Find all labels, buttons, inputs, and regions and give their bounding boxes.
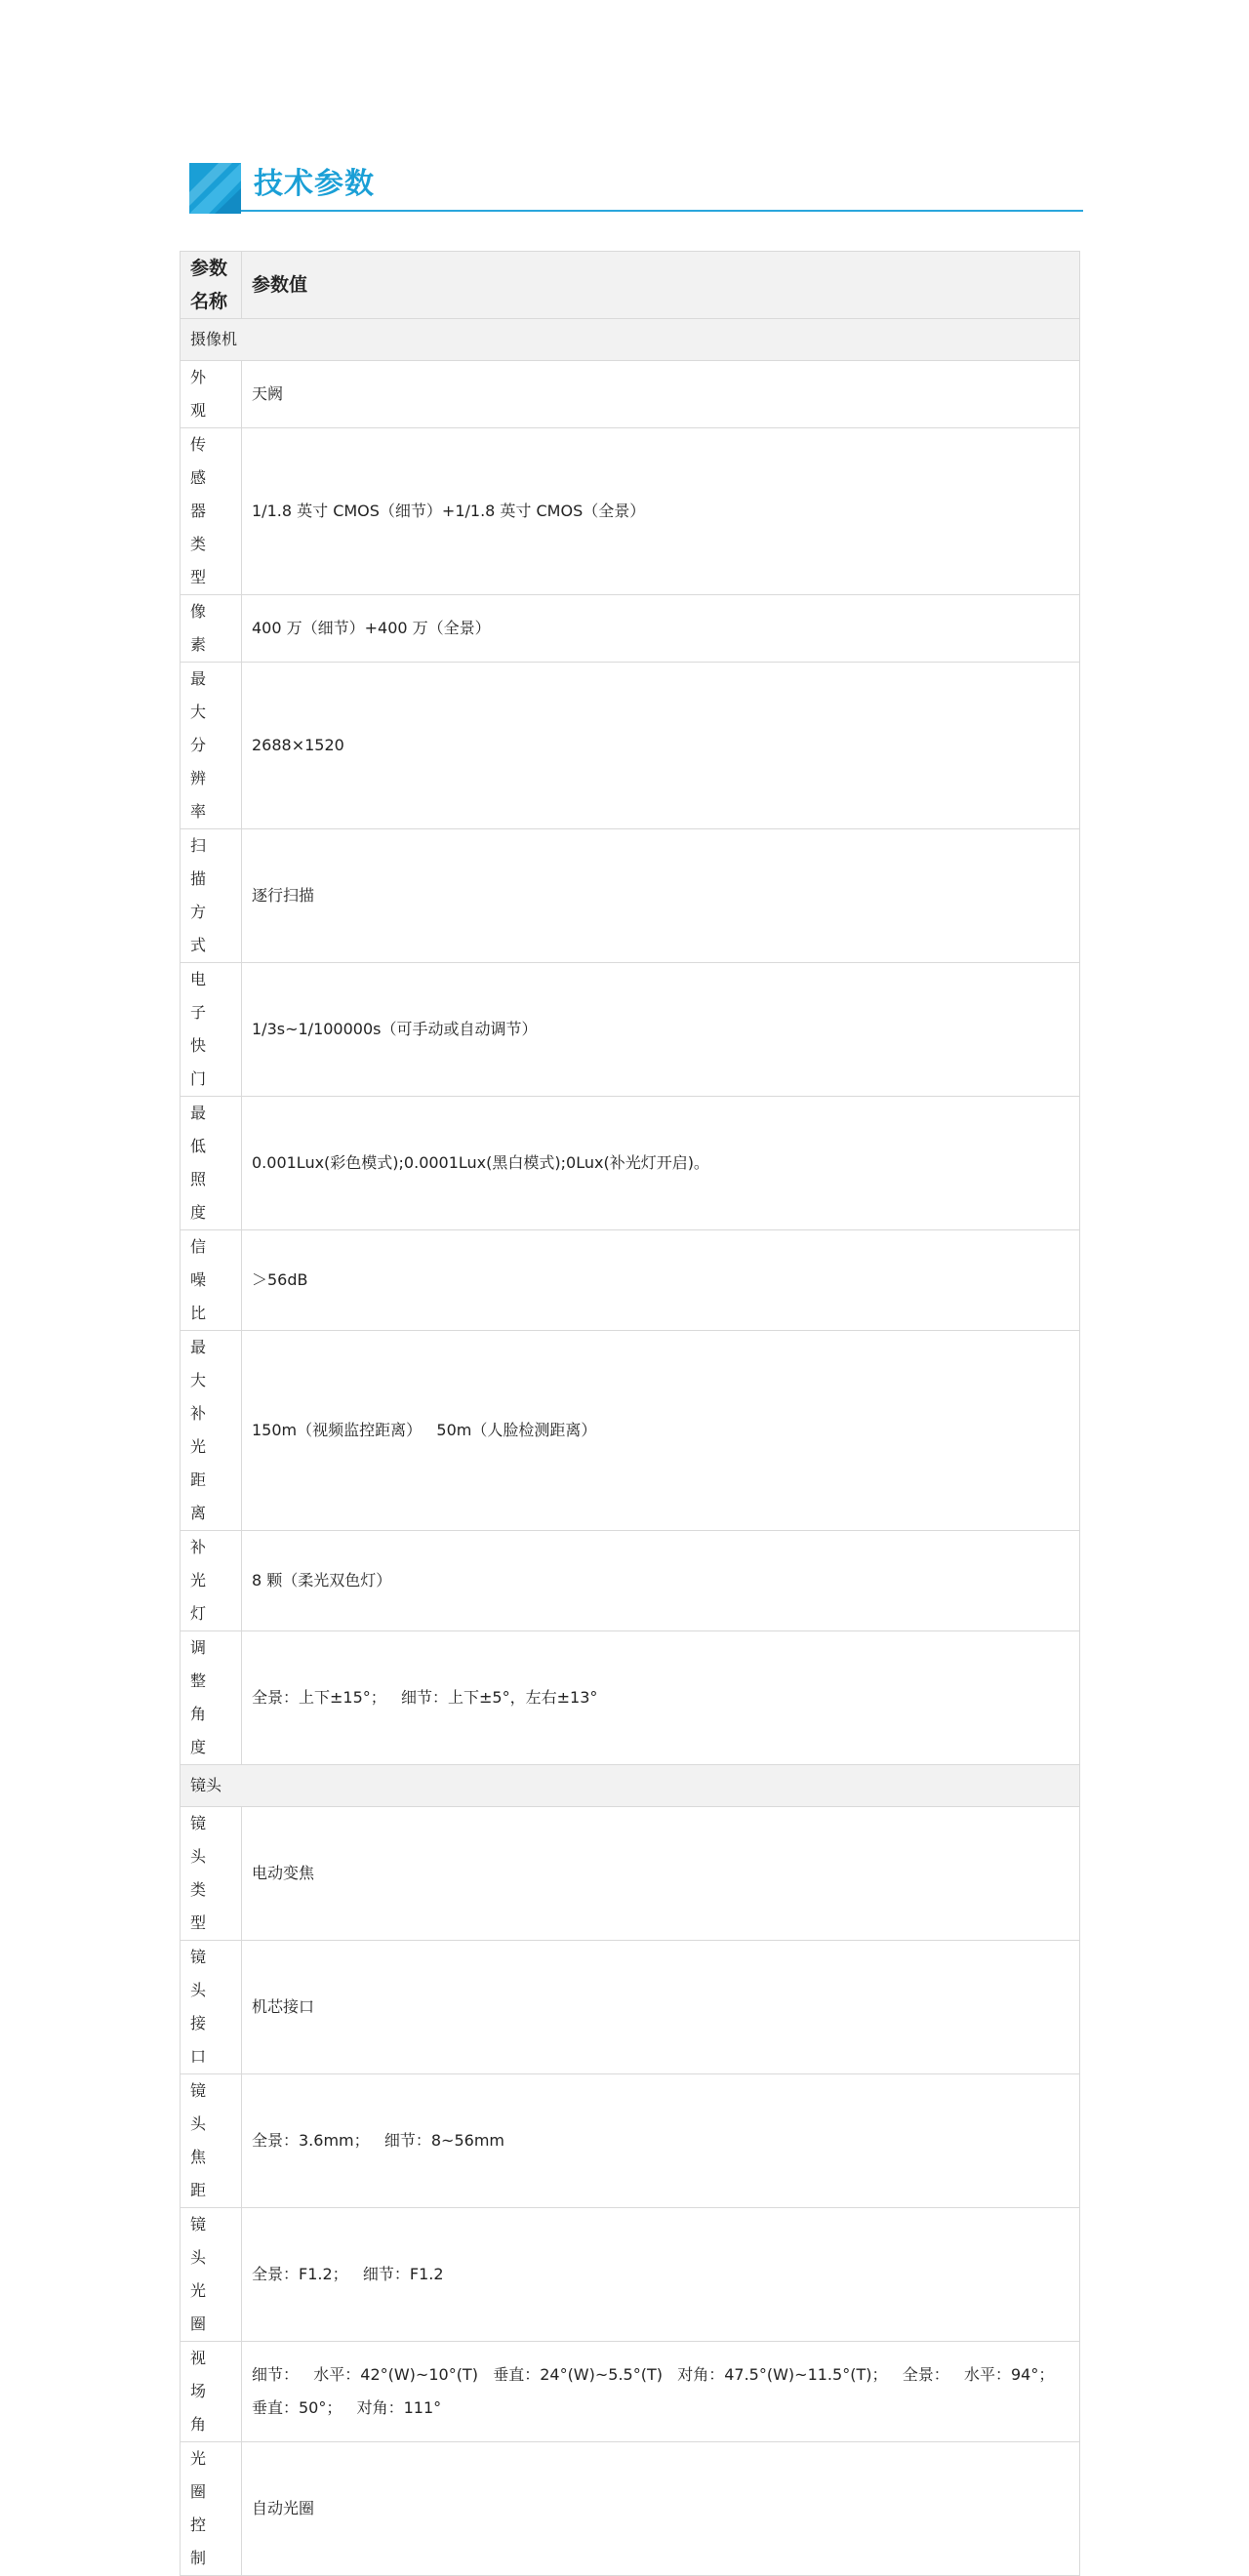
- param-value: 逐行扫描: [242, 829, 1080, 963]
- param-value: 1/1.8 英寸 CMOS（细节）+1/1.8 英寸 CMOS（全景）: [242, 428, 1080, 595]
- param-name: 信噪比: [181, 1230, 242, 1331]
- param-name: 外观: [181, 361, 242, 428]
- param-value: 1/3s~1/100000s（可手动或自动调节）: [242, 963, 1080, 1097]
- heading-underline: [241, 210, 1083, 212]
- param-value: 0.001Lux(彩色模式);0.0001Lux(黑白模式);0Lux(补光灯开启)。: [242, 1097, 1080, 1230]
- table-row: [181, 1331, 1080, 1531]
- heading-logo-icon: [189, 163, 241, 214]
- table-row: [181, 1807, 1080, 1941]
- table-row: [181, 829, 1080, 963]
- table-row: [181, 361, 1080, 428]
- table-row: [181, 1230, 1080, 1331]
- param-name: 调整角度: [181, 1631, 242, 1765]
- param-value: 电动变焦: [242, 1807, 1080, 1941]
- param-value: 自动光圈: [242, 2442, 1080, 2576]
- spec-table: [180, 251, 1080, 2576]
- param-value: 150m（视频监控距离） 50m（人脸检测距离）: [242, 1331, 1080, 1531]
- section-row: [181, 319, 1080, 361]
- section-row: [181, 1765, 1080, 1807]
- param-name: 传感器类型: [181, 428, 242, 595]
- header-param-value: 参数值: [242, 252, 1080, 319]
- table-row: [181, 1941, 1080, 2074]
- param-value: 2688×1520: [242, 663, 1080, 829]
- param-name: 最大补光距离: [181, 1331, 242, 1531]
- table-row: [181, 2208, 1080, 2342]
- table-row: [181, 428, 1080, 595]
- param-name: 最低照度: [181, 1097, 242, 1230]
- table-row: [181, 2074, 1080, 2208]
- table-row: [181, 2442, 1080, 2576]
- param-name: 补光灯: [181, 1531, 242, 1631]
- section-label: 摄像机: [181, 319, 1080, 361]
- param-value: ＞56dB: [242, 1230, 1080, 1331]
- section-label: 镜头: [181, 1765, 1080, 1807]
- param-name: 镜头类型: [181, 1807, 242, 1941]
- table-row: [181, 2342, 1080, 2442]
- param-name: 镜头接口: [181, 1941, 242, 2074]
- page-title: 技术参数: [254, 167, 375, 201]
- table-row: [181, 1631, 1080, 1765]
- table-row: [181, 1531, 1080, 1631]
- section-heading: [189, 163, 1083, 214]
- param-value: 全景：3.6mm； 细节：8~56mm: [242, 2074, 1080, 2208]
- param-value: 8 颗（柔光双色灯）: [242, 1531, 1080, 1631]
- param-name: 镜头光圈: [181, 2208, 242, 2342]
- table-body: [181, 319, 1080, 2576]
- table-row: [181, 595, 1080, 663]
- param-value: 细节： 水平：42°(W)~10°(T) 垂直：24°(W)~5.5°(T) 对角：47.5°(W)~11.5°(T)； 全景： 水平：94°； 垂直：50°； 对角：111°: [242, 2342, 1080, 2442]
- param-name: 最大分辨率: [181, 663, 242, 829]
- param-name: 像素: [181, 595, 242, 663]
- param-name: 扫描方式: [181, 829, 242, 963]
- param-value: 天阙: [242, 361, 1080, 428]
- table-row: [181, 663, 1080, 829]
- param-value: 机芯接口: [242, 1941, 1080, 2074]
- param-name: 镜头焦距: [181, 2074, 242, 2208]
- param-value: 全景：上下±15°； 细节：上下±5°，左右±13°: [242, 1631, 1080, 1765]
- param-name: 电子快门: [181, 963, 242, 1097]
- param-value: 400 万（细节）+400 万（全景）: [242, 595, 1080, 663]
- header-param-name: 参数名称: [181, 252, 242, 319]
- param-name: 视场角: [181, 2342, 242, 2442]
- table-row: [181, 963, 1080, 1097]
- table-header-row: [181, 252, 1080, 319]
- param-value: 全景：F1.2； 细节：F1.2: [242, 2208, 1080, 2342]
- table-row: [181, 1097, 1080, 1230]
- param-name: 光圈控制: [181, 2442, 242, 2576]
